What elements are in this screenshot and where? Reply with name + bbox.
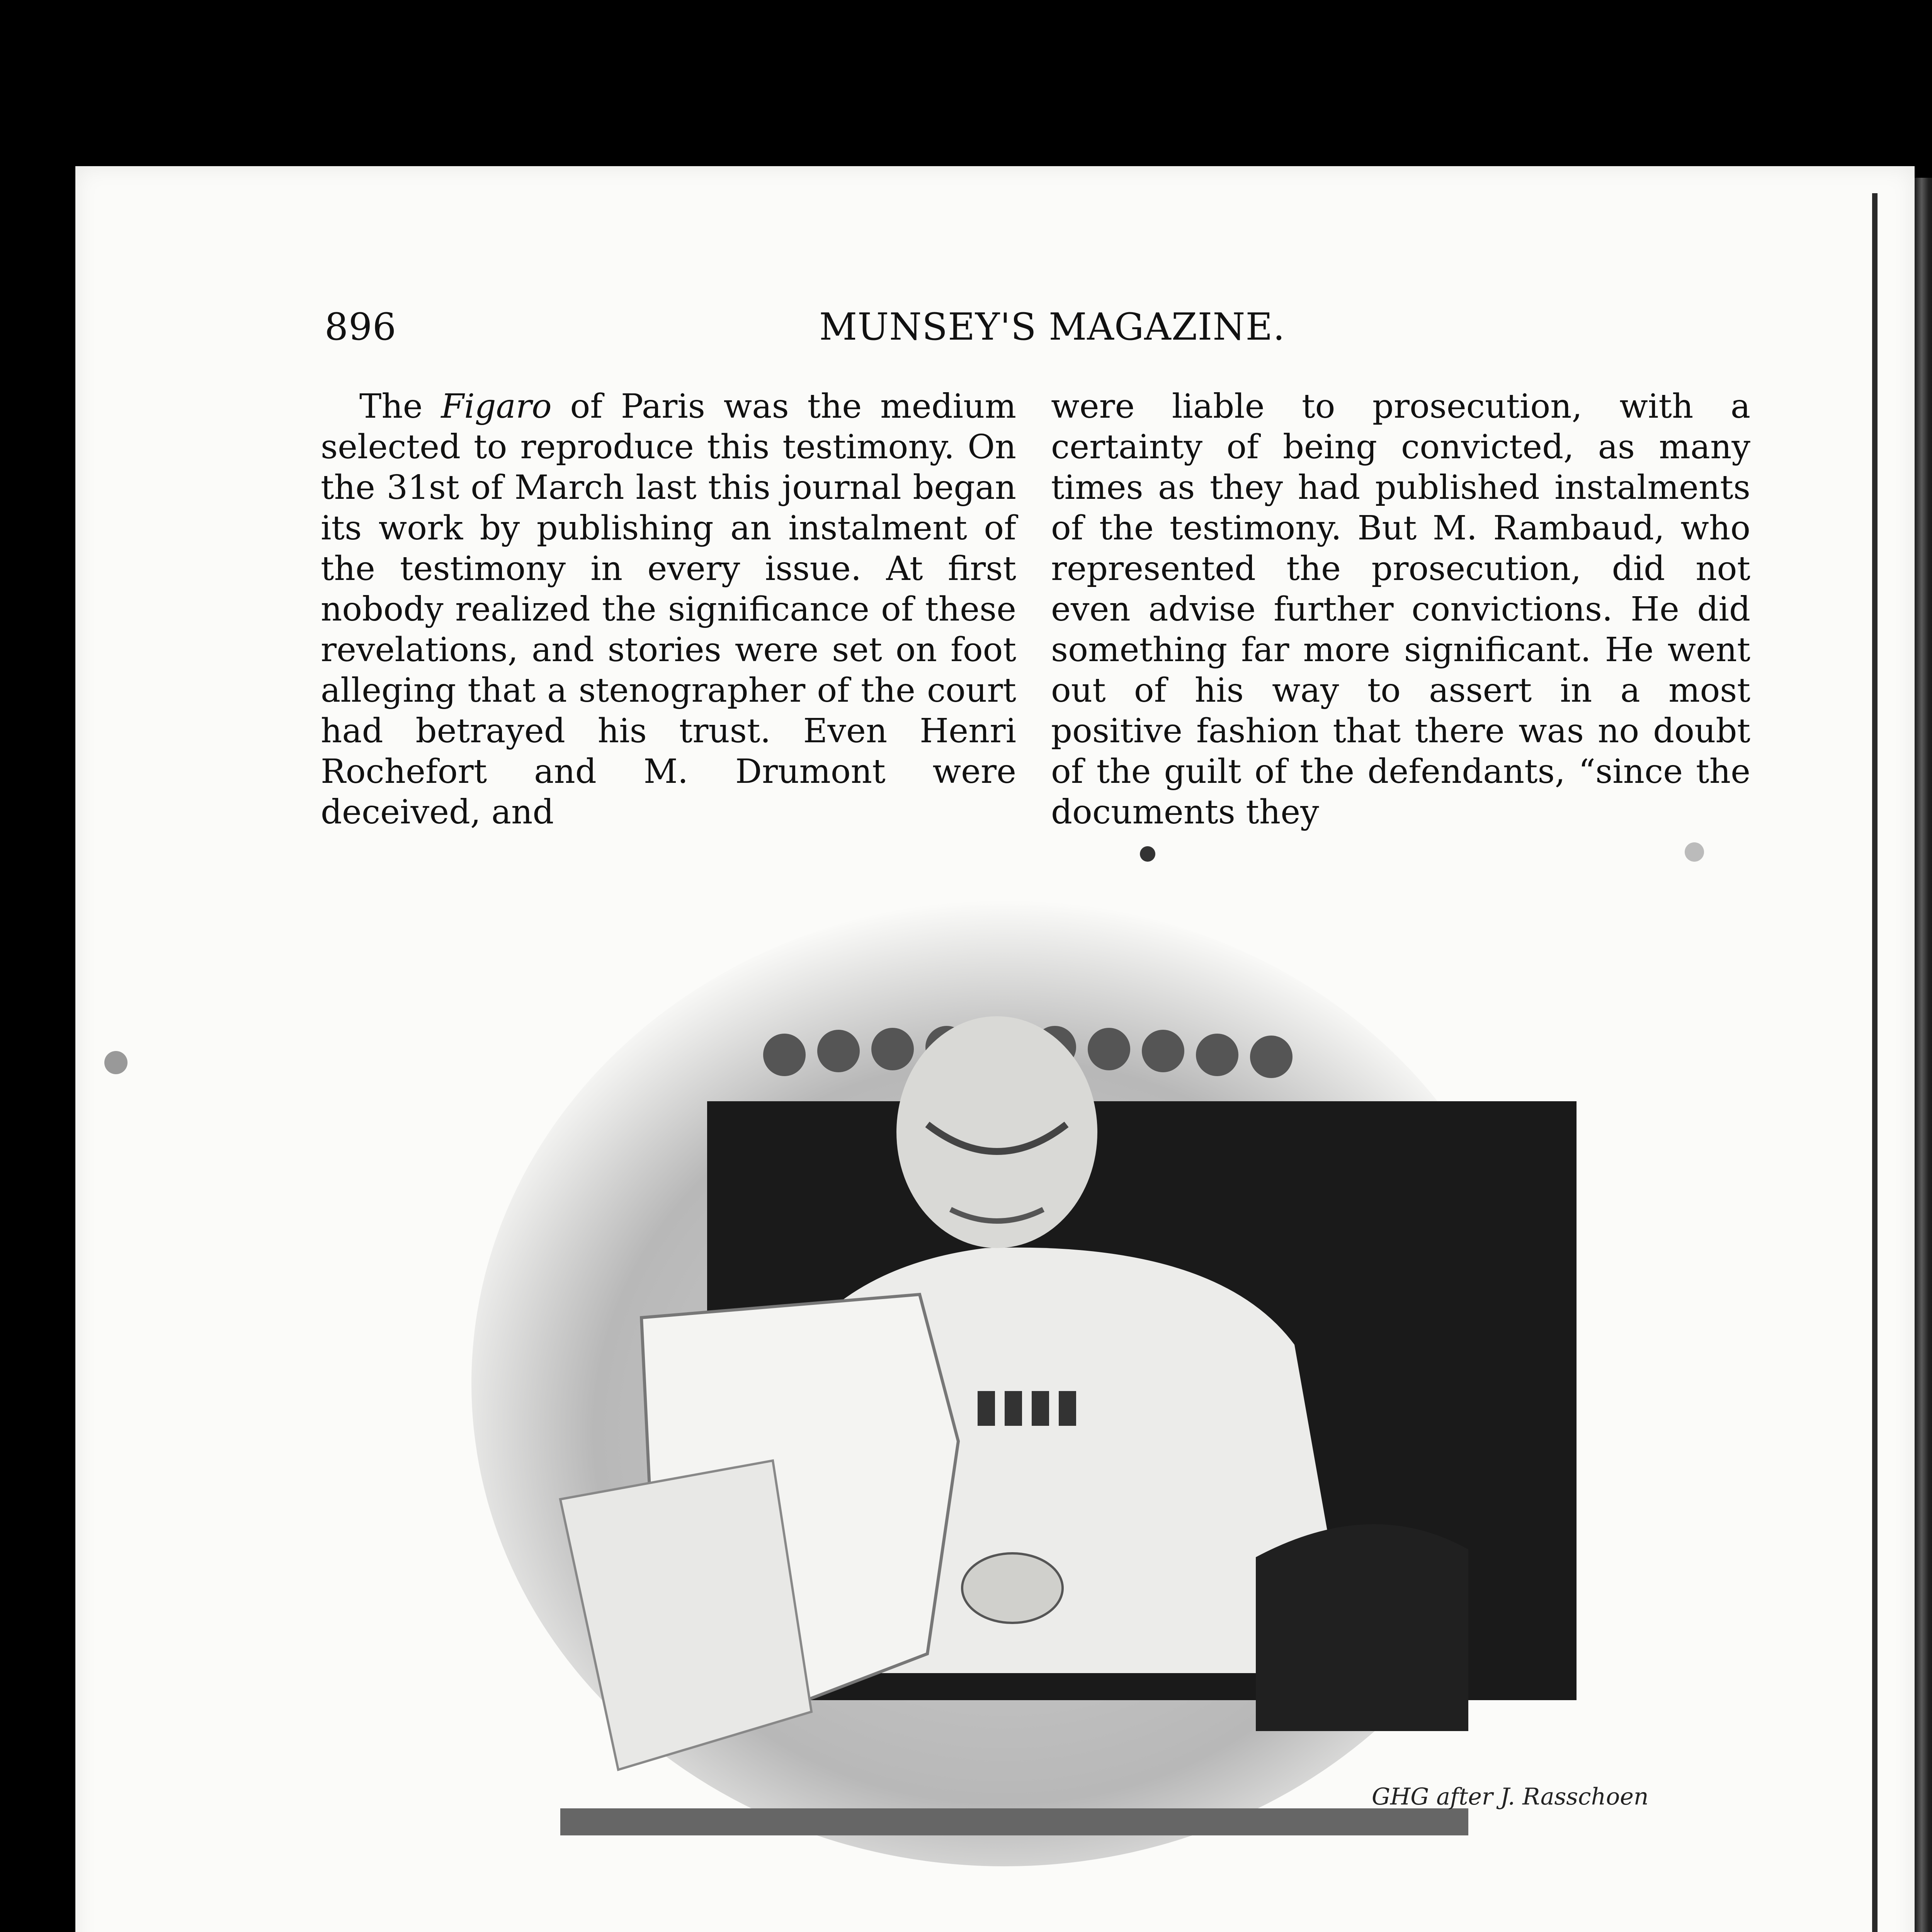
print-speck bbox=[1140, 846, 1155, 862]
dark-object bbox=[1256, 1524, 1468, 1731]
figure-head bbox=[896, 1016, 1097, 1248]
artist-signature: GHG after J. Rasschoen bbox=[1372, 1783, 1649, 1810]
text-run: The bbox=[359, 387, 441, 426]
print-speck bbox=[1685, 842, 1704, 862]
paragraph: were liable to prosecution, with a certainty of being convicted, as many times as they had published instalments of the testimony. But M. Rambaud, who represented the prosecution, did not even advise further convictions. He did something far more significant. He went out of his way to assert in a most positive fashion that there was no doubt of the guilt of the defendants, “since the documents they bbox=[1051, 387, 1750, 832]
hand bbox=[962, 1553, 1063, 1623]
print-speck bbox=[104, 1051, 128, 1074]
page-number: 896 bbox=[325, 305, 397, 349]
running-head: MUNSEY'S MAGAZINE. bbox=[819, 305, 1285, 349]
figaro-italic: Figaro bbox=[441, 387, 552, 426]
column-top-right bbox=[1051, 386, 1750, 832]
bottom-frieze bbox=[560, 1808, 1468, 1835]
paragraph bbox=[321, 386, 1016, 833]
text-run: of Paris was the medium selected to reproduce this testimony. On the 31st of March last this journal began its work by publishing an instalment of the testimony in every issue. At first nobody realized the significance of these revelations, and stories were set on foot alleging that a stenographer of the court had betrayed his trust. Even Henri Rochefort and M. Drumont were deceived, and bbox=[321, 387, 1016, 832]
page-gutter bbox=[1872, 193, 1878, 1932]
adjacent-page-edge bbox=[1915, 178, 1932, 1932]
caption-line-1 bbox=[317, 1926, 1754, 1932]
figure-caption bbox=[317, 1926, 1754, 1932]
illustration-ballot-beaupre bbox=[425, 862, 1649, 1932]
column-top-left bbox=[321, 386, 1016, 832]
